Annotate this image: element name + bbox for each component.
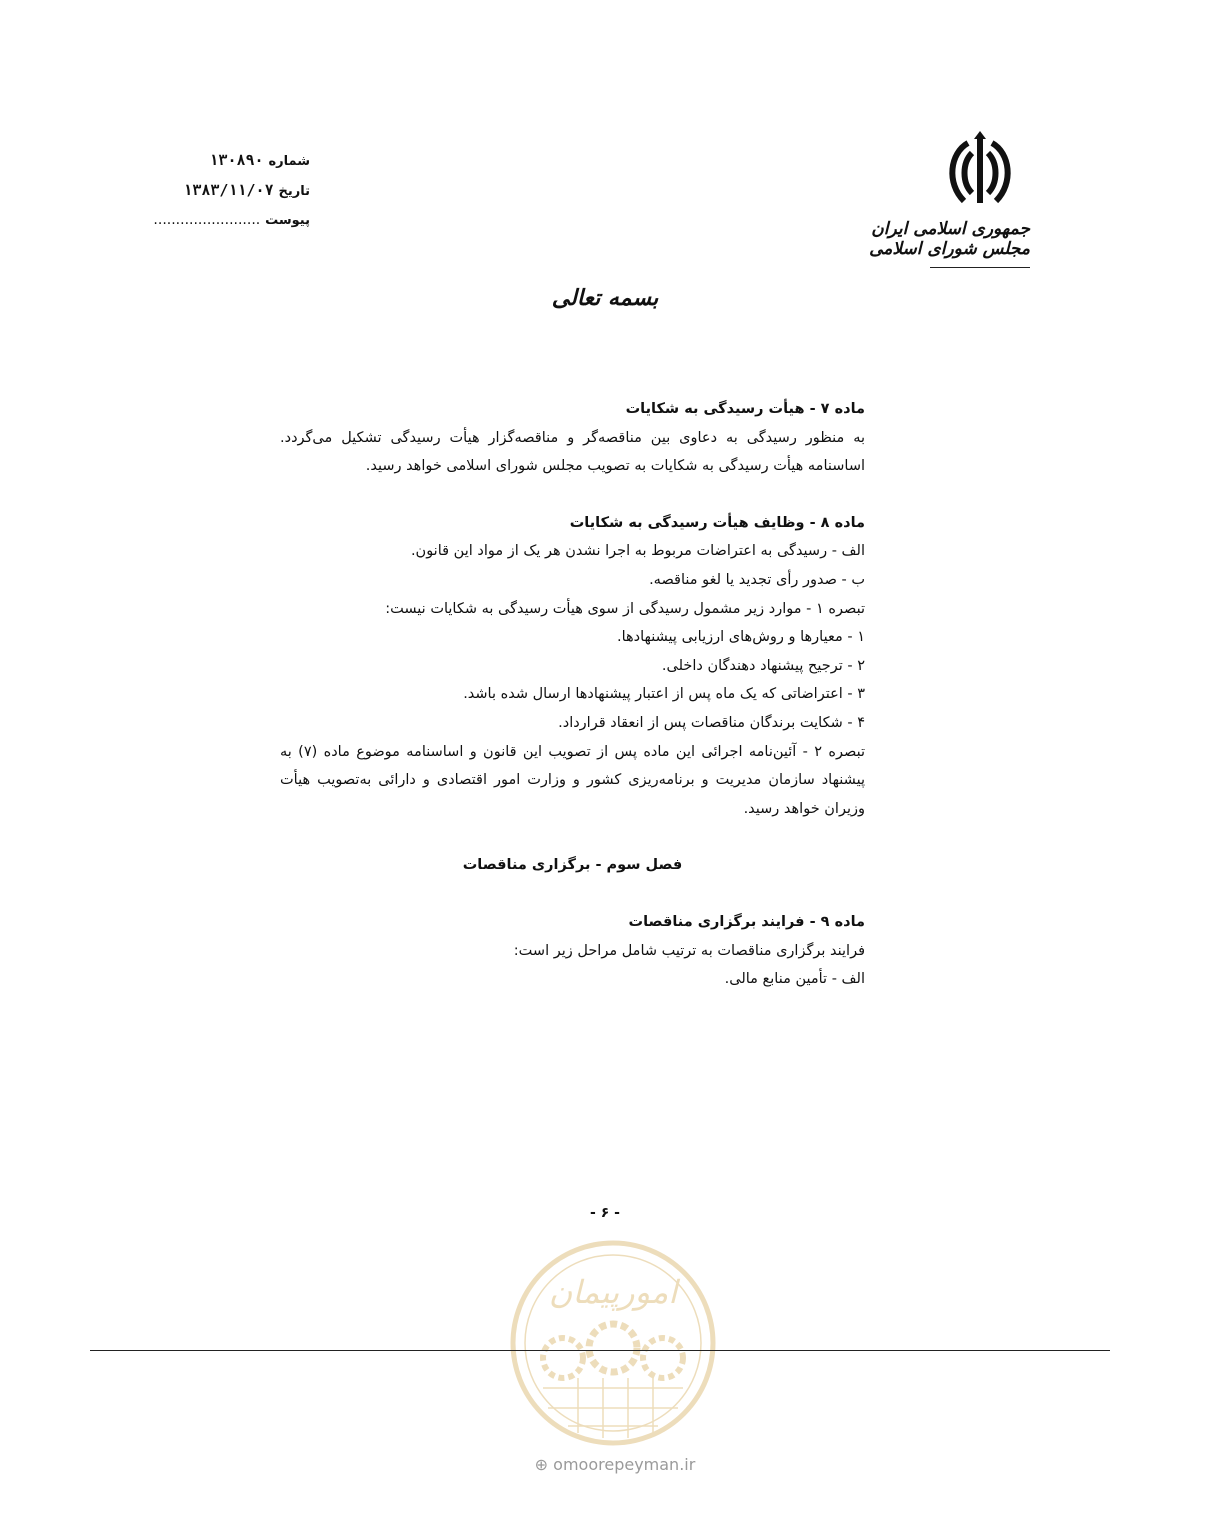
watermark-logo-text: امورپیمان [548, 1273, 678, 1311]
emblem-divider [930, 267, 1030, 268]
article9-item: الف - تأمین منابع مالی. [724, 971, 865, 988]
bottom-divider [90, 1350, 1110, 1351]
iran-emblem-icon [930, 125, 1030, 215]
document-body [280, 395, 865, 994]
emblem-line-parliament: مجلس شورای اسلامی [869, 239, 1030, 259]
date-row [140, 175, 310, 205]
article8-item: الف - رسیدگی به اعتراضات مربوط به اجرا نشدن هر یک از مواد این قانون. [410, 543, 865, 560]
watermark-url-text: omoorepeyman.ir [553, 1455, 696, 1474]
article8-subitem: ۴ - شکایت برندگان مناقصات پس از انعقاد قرارداد. [558, 714, 865, 731]
watermark-url [520, 1455, 710, 1474]
date-value: ۱۳۸۳/۱۱/۰۷ [183, 181, 274, 199]
chapter3-title: فصل سوم - برگزاری مناقصات [462, 857, 683, 874]
emblem-line-country: جمهوری اسلامی ایران [871, 219, 1030, 239]
document-header [140, 145, 310, 235]
article9-text: فرایند برگزاری مناقصات به ترتیب شامل مراحل زیر است: [513, 942, 865, 959]
attachment-row [140, 205, 310, 235]
number-label: شماره [268, 154, 310, 169]
watermark-logo [508, 1238, 718, 1448]
emblem-block [869, 125, 1030, 268]
article8-subitem: ۱ - معیارها و روش‌های ارزیابی پیشنهادها. [617, 629, 865, 646]
article7-text: به منظور رسیدگی به دعاوی بین مناقصه‌گر و مناقصه‌گزار هیأت رسیدگی تشکیل می‌گردد. اساسنامه هیأت رسیدگی به شکایات به تصویب مجلس شورای اسلامی خواهد رسید. [280, 429, 865, 475]
watermark-seal-icon [508, 1238, 718, 1448]
article8-title: ماده ۸ - وظایف هیأت رسیدگی به شکایات [569, 514, 865, 531]
number-row [140, 145, 310, 175]
article8-note1: تبصره ۱ - موارد زیر مشمول رسیدگی از سوی هیأت رسیدگی به شکایات نیست: [385, 600, 865, 617]
article8-subitem: ۳ - اعتراضاتی که یک ماه پس از اعتبار پیشنهادها ارسال شده باشد. [463, 686, 865, 703]
page-number: - ۶ - [590, 1205, 620, 1221]
article8-subitem: ۲ - ترجیح پیشنهاد دهندگان داخلی. [661, 657, 865, 674]
article9-title: ماده ۹ - فرایند برگزاری مناقصات [628, 913, 865, 930]
bismillah-heading: بسمه تعالی [551, 285, 659, 311]
attachment-dots: ........................ [153, 212, 261, 228]
article8-note2: تبصره ۲ - آئین‌نامه اجرائی این ماده پس از تصویب این قانون و اساسنامه موضوع ماده (۷) به پیشنهاد سازمان مدیریت و برنامه‌ریزی کشور و وزارت امور اقتصادی و دارائی به‌تصویب هیأت وزیران خواهد رسید. [280, 743, 865, 817]
number-value: ۱۳۰۸۹۰ [209, 151, 264, 169]
attachment-label: پیوست [265, 213, 310, 228]
date-label: تاریخ [278, 184, 310, 199]
article8-item: ب - صدور رأی تجدید یا لغو مناقصه. [649, 571, 865, 588]
article7-title: ماده ۷ - هیأت رسیدگی به شکایات [625, 401, 865, 417]
globe-icon: ⊕ [534, 1455, 549, 1474]
